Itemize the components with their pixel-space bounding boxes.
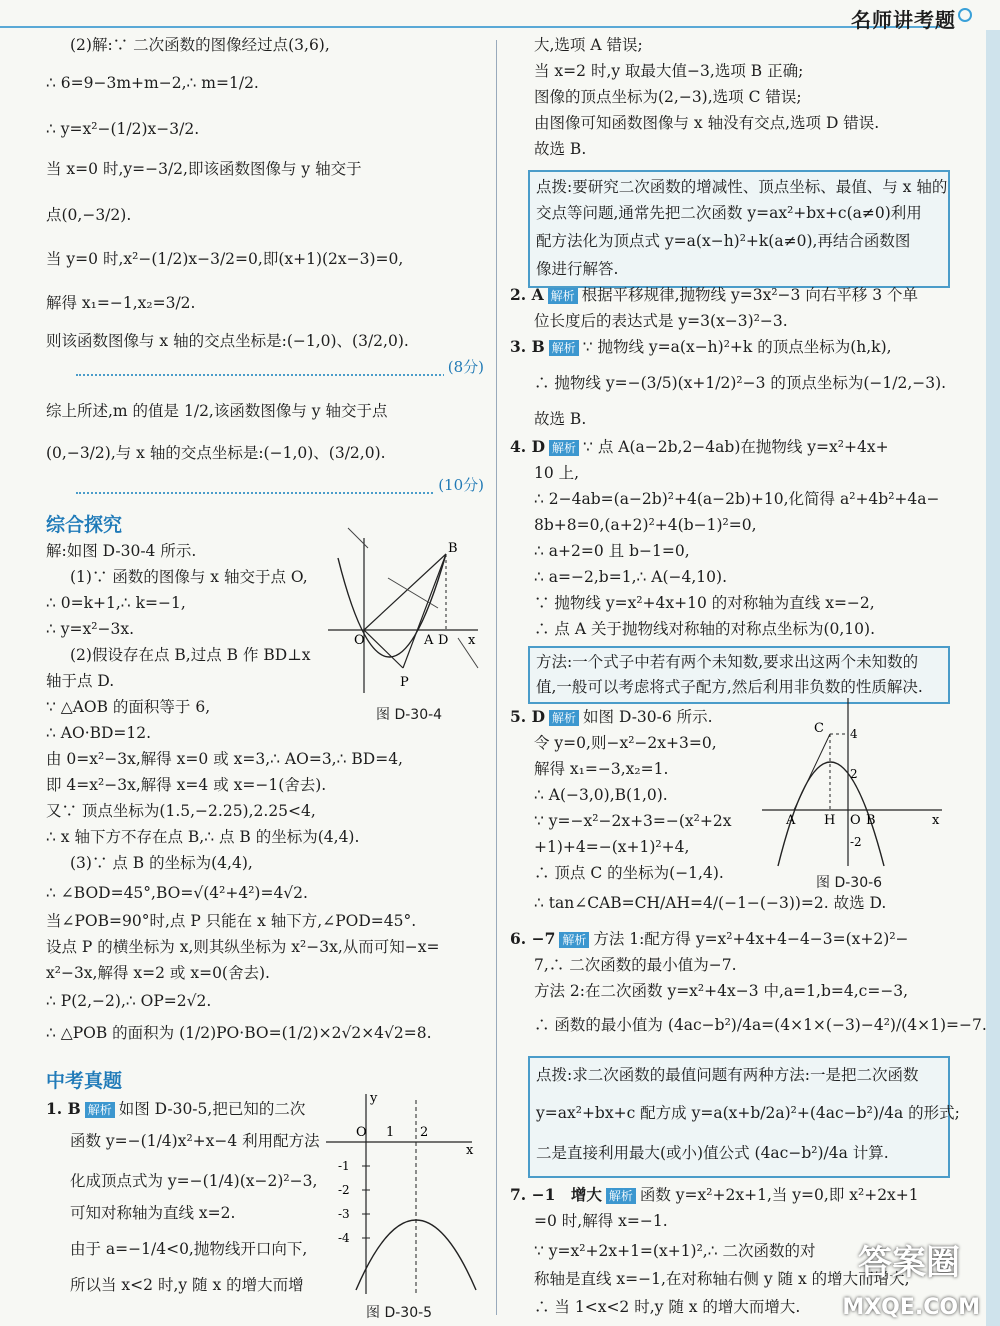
answer-number: 1. B	[46, 1099, 81, 1118]
page-edge	[986, 30, 1000, 1326]
text-line: ∴ 0=k+1,∴ k=−1,	[46, 594, 186, 612]
answer-number: 6. −7	[510, 929, 556, 948]
text-line: 函数 y=−(1/4)x²+x−4 利用配方法	[70, 1132, 320, 1150]
score-label: (8分)	[444, 356, 484, 377]
text-line: ∵ 点 A(a−2b,2−4ab)在抛物线 y=x²+4x+	[583, 438, 889, 456]
text-line: ∴ y=x²−(1/2)x−3/2.	[46, 120, 200, 138]
fig-label: P	[400, 675, 409, 690]
figure-caption: 图 D-30-4	[376, 707, 443, 723]
text-line: ∴ AO·BD=12.	[46, 724, 152, 742]
fig-label: O	[356, 1125, 367, 1140]
score-line	[76, 476, 484, 494]
text-line: 像进行解答.	[536, 260, 619, 278]
fig-label: x	[932, 813, 940, 828]
tag-label: 解析	[549, 710, 579, 726]
text-line: 8b+8=0,(a+2)²+4(b−1)²=0,	[534, 516, 757, 534]
text-line: 位长度后的表达式是 y=3(x−3)²−3.	[534, 312, 788, 330]
text-line: 即 4=x²−3x,解得 x=4 或 x=−1(舍去).	[46, 776, 327, 794]
answer-line	[46, 1098, 305, 1120]
fig-label: -2	[338, 1183, 350, 1197]
text-line: 解得 x₁=−1,x₂=3/2.	[46, 294, 196, 312]
fig-label: B	[866, 813, 876, 828]
figure-caption: 图 D-30-5	[366, 1305, 433, 1321]
text-line: ∵ y=−x²−2x+3=−(x²+2x	[534, 812, 732, 830]
text-line: 综上所述,m 的值是 1/2,该函数图像与 y 轴交于点	[46, 402, 388, 420]
fig-label: B	[448, 541, 458, 556]
text-line: ∴ 函数的最小值为 (4ac−b²)/4a=(4×1×(−3)−4²)/(4×1)=−7.	[534, 1016, 987, 1034]
text-line: 由 0=x²−3x,解得 x=0 或 x=3,∴ AO=3,∴ BD=4,	[46, 750, 403, 768]
fig-label: O	[354, 633, 365, 648]
text-line: 轴于点 D.	[46, 672, 115, 690]
text-line: 点拨:要研究二次函数的增减性、顶点坐标、最值、与 x 轴的	[536, 178, 948, 196]
text-line: 故选 B.	[534, 410, 587, 428]
text-line: 解:如图 D-30-4 所示.	[46, 542, 197, 560]
fig-label: C	[814, 721, 824, 736]
text-line: ∵ y=x²+2x+1=(x+1)²,∴ 二次函数的对	[534, 1242, 816, 1260]
tag-label: 解析	[85, 1102, 115, 1118]
answer-line	[510, 706, 713, 728]
text-line: ∴ tan∠CAB=CH/AH=4/(−1−(−3))=2. 故选 D.	[534, 894, 887, 912]
fig-label: 2	[850, 767, 858, 781]
answer-number: 7. −1 增大	[510, 1185, 602, 1204]
page-title: 名师讲考题	[851, 8, 956, 32]
text-line: 称轴是直线 x=−1,在对称轴右侧 y 随 x 的增大而增大,	[534, 1270, 910, 1288]
answer-line	[510, 928, 909, 950]
text-line: ∴ △POB 的面积为 (1/2)PO·BO=(1/2)×2√2×4√2=8.	[46, 1024, 432, 1042]
text-line: 配方法化为顶点式 y=a(x−h)²+k(a≠0),再结合函数图	[536, 232, 911, 250]
text-line: 由图像可知函数图像与 x 轴没有交点,选项 D 错误.	[534, 114, 880, 132]
text-line: 令 y=0,则−x²−2x+3=0,	[534, 734, 717, 752]
fig-label: A	[424, 633, 434, 648]
text-line: 7,∴ 二次函数的最小值为−7.	[534, 956, 737, 974]
watermark-text: 答案圈	[858, 1243, 960, 1283]
figure-caption: 图 D-30-6	[816, 875, 883, 891]
text-line: 则该函数图像与 x 轴的交点坐标是:(−1,0)、(3/2,0).	[46, 332, 409, 350]
text-line: 大,选项 A 错误;	[534, 36, 643, 54]
text-line: 所以当 x<2 时,y 随 x 的增大而增	[70, 1276, 304, 1294]
fig-label: -1	[338, 1159, 350, 1173]
text-line: ∴ x 轴下方不存在点 B,∴ 点 B 的坐标为(4,4).	[46, 828, 360, 846]
text-line: ∴ 6=9−3m+m−2,∴ m=1/2.	[46, 74, 259, 92]
text-line: ∴ 抛物线 y=−(3/5)(x+1/2)²−3 的顶点坐标为(−1/2,−3).	[534, 374, 947, 392]
method-box	[528, 646, 950, 704]
text-line: 图像的顶点坐标为(2,−3),选项 C 错误;	[534, 88, 802, 106]
text-line: (3)∵ 点 B 的坐标为(4,4),	[70, 854, 253, 872]
section-heading: 中考真题	[46, 1070, 123, 1092]
watermark-url: MXQE.COM	[842, 1295, 980, 1320]
text-line: (1)∵ 函数的图像与 x 轴交于点 O,	[70, 568, 308, 586]
section-heading: 综合探究	[46, 514, 123, 536]
text-line: 当∠POB=90°时,点 P 只能在 x 轴下方,∠POD=45°.	[46, 912, 417, 930]
text-line: ∵ 抛物线 y=x²+4x+10 的对称轴为直线 x=−2,	[534, 594, 875, 612]
answer-number: 5. D	[510, 707, 546, 726]
tag-label: 解析	[549, 340, 579, 356]
circle-icon	[958, 8, 972, 22]
text-line: 根据平移规律,抛物线 y=3x²−3 向右平移 3 个单	[581, 286, 919, 304]
text-line: 解得 x₁=−3,x₂=1.	[534, 760, 669, 778]
text-line: ∵ 抛物线 y=a(x−h)²+k 的顶点坐标为(h,k),	[582, 338, 892, 356]
text-line: 如图 D-30-6 所示.	[583, 708, 713, 726]
text-line: 值,一般可以考虑将式子配方,然后利用非负数的性质解决.	[536, 678, 923, 696]
text-line: ∴ y=x²−3x.	[46, 620, 135, 638]
answer-number: 4. D	[510, 437, 546, 456]
text-line: 10 上,	[534, 464, 580, 482]
text-line: 点拨:求二次函数的最值问题有两种方法:一是把二次函数	[536, 1066, 919, 1084]
fig-label: y	[370, 1091, 378, 1106]
text-line: 当 y=0 时,x²−(1/2)x−3/2=0,即(x+1)(2x−3)=0,	[46, 250, 404, 268]
text-line: ∴ A(−3,0),B(1,0).	[534, 786, 668, 804]
text-line: x²−3x,解得 x=2 或 x=0(舍去).	[46, 964, 270, 982]
tip-box	[528, 170, 950, 288]
text-line: 故选 B.	[534, 140, 587, 158]
tag-label: 解析	[606, 1188, 636, 1204]
column-divider	[496, 40, 497, 1315]
text-line: ∴ 当 1<x<2 时,y 随 x 的增大而增大.	[534, 1298, 801, 1316]
figure-d-30-5	[326, 1090, 482, 1296]
answer-line	[510, 336, 892, 358]
text-line: 由于 a=−1/4<0,抛物线开口向下,	[70, 1240, 308, 1258]
answer-line	[510, 436, 889, 458]
text-line: ∴ 顶点 C 的坐标为(−1,4).	[534, 864, 724, 882]
text-line: ∴ ∠BOD=45°,BO=√(4²+4²)=4√2.	[46, 884, 308, 902]
text-line: ∴ 2−4ab=(a−2b)²+4(a−2b)+10,化简得 a²+4b²+4a−	[534, 490, 940, 508]
text-line: ∴ P(2,−2),∴ OP=2√2.	[46, 992, 212, 1010]
answer-line	[510, 1184, 919, 1206]
text-line: 当 x=2 时,y 取最大值−3,选项 B 正确;	[534, 62, 804, 80]
text-line: (2)假设存在点 B,过点 B 作 BD⊥x	[70, 646, 311, 664]
text-line: ∴ a=−2,b=1,∴ A(−4,10).	[534, 568, 727, 586]
text-line: 方法:一个式子中若有两个未知数,要求出这两个未知数的	[536, 653, 919, 671]
fig-label: A	[786, 813, 796, 828]
fig-label: H	[824, 813, 836, 828]
answer-line	[510, 284, 918, 306]
text-line: 点(0,−3/2).	[46, 206, 132, 224]
page-header	[0, 0, 1000, 30]
text-line: ∴ 点 A 关于抛物线对称轴的对称点坐标为(0,10).	[534, 620, 876, 638]
text-line: 交点等问题,通常先把二次函数 y=ax²+bx+c(a≠0)利用	[536, 204, 922, 222]
fig-label: D	[438, 633, 449, 648]
text-line: 设点 P 的横坐标为 x,则其纵坐标为 x²−3x,从而可知−x=	[46, 938, 440, 956]
fig-label: 2	[420, 1125, 429, 1140]
text-line: 如图 D-30-5,把已知的二次	[118, 1100, 306, 1118]
text-line: ∴ a+2=0 且 b−1=0,	[534, 542, 690, 560]
answer-number: 3. B	[510, 337, 545, 356]
tag-label: 解析	[559, 932, 589, 948]
fig-label: x	[466, 1143, 474, 1158]
text-line: 方法 2:在二次函数 y=x²+4x−3 中,a=1,b=4,c=−3,	[534, 982, 909, 1000]
figure-d-30-4	[328, 518, 488, 698]
text-line: 函数 y=x²+2x+1,当 y=0,即 x²+2x+1	[639, 1186, 919, 1204]
fig-label: -4	[338, 1231, 350, 1245]
text-line: 又∵ 顶点坐标为(1.5,−2.25),2.25<4,	[46, 802, 316, 820]
text-line: (2)解:∵ 二次函数的图像经过点(3,6),	[70, 36, 330, 54]
text-line: ∵ △AOB 的面积等于 6,	[46, 698, 211, 716]
fig-label: 4	[850, 727, 858, 741]
fig-label: -2	[850, 835, 862, 849]
fig-label: x	[468, 633, 476, 648]
text-line: (0,−3/2),与 x 轴的交点坐标是:(−1,0)、(3/2,0).	[46, 444, 386, 462]
text-line: =0 时,解得 x=−1.	[534, 1212, 668, 1230]
text-line: 二是直接利用最大(或小)值公式 (4ac−b²)/4a 计算.	[536, 1144, 889, 1162]
header-rule	[0, 26, 940, 28]
tip-box	[528, 1056, 960, 1178]
score-line	[76, 358, 484, 376]
text-line: 可知对称轴为直线 x=2.	[70, 1204, 236, 1222]
text-line: 方法 1:配方得 y=x²+4x+4−4−3=(x+2)²−	[593, 930, 909, 948]
text-line: 化成顶点式为 y=−(1/4)(x−2)²−3,	[70, 1172, 318, 1190]
score-label: (10分)	[434, 474, 484, 495]
fig-label: -3	[338, 1207, 350, 1221]
tag-label: 解析	[549, 440, 579, 456]
text-line: +1)+4=−(x+1)²+4,	[534, 838, 690, 856]
text-line: y=ax²+bx+c 配方成 y=a(x+b/2a)²+(4ac−b²)/4a 的形式;	[536, 1104, 960, 1122]
fig-label: 1	[386, 1125, 395, 1140]
fig-label: O	[850, 813, 861, 828]
text-line: 当 x=0 时,y=−3/2,即该函数图像与 y 轴交于	[46, 160, 362, 178]
figure-d-30-6	[762, 698, 948, 868]
tag-label: 解析	[548, 288, 578, 304]
answer-number: 2. A	[510, 285, 544, 304]
